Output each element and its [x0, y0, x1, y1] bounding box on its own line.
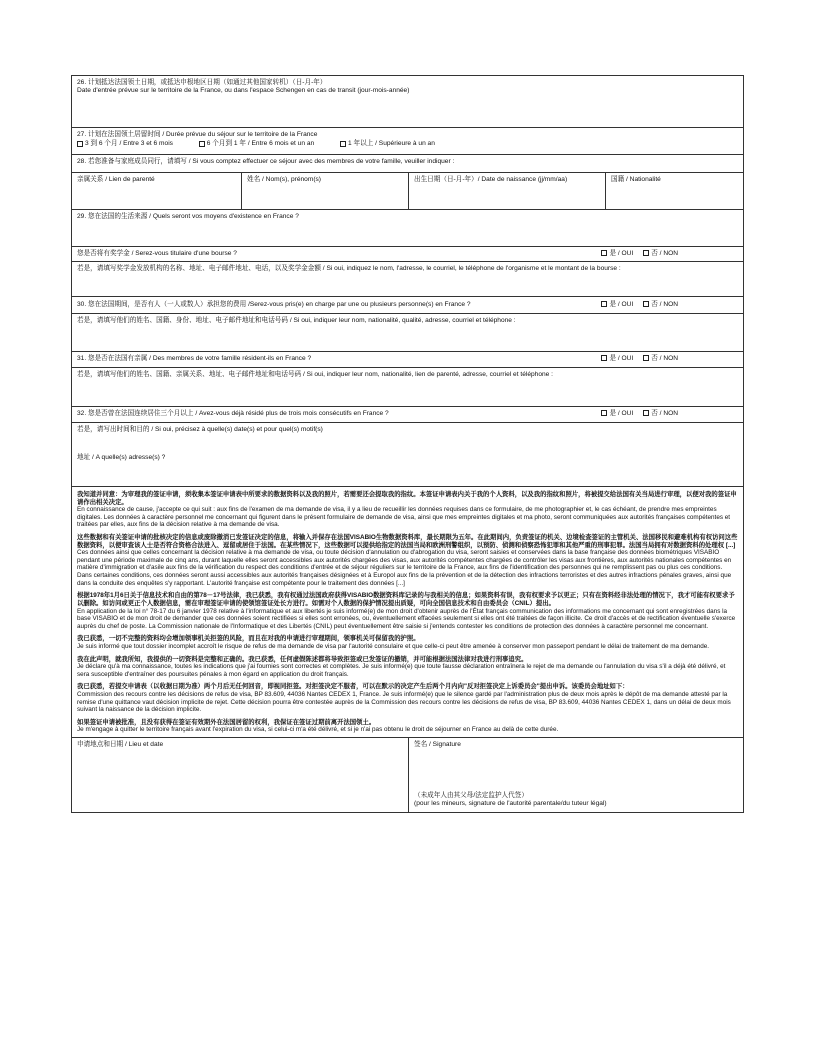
- signature-row: [72, 738, 743, 812]
- q29-scholarship-detail[interactable]: 若是，请填写奖学金发放机构的名称、地址、电子邮件地址、电话，以及奖学金金额 / Si oui, indiquez le nom, l'adresse, le courriel, le téléphone de l'organisme et le montant de la bourse :: [72, 262, 743, 297]
- q30-no[interactable]: 否 / NON: [643, 301, 678, 309]
- q28-col-birthdate[interactable]: 出生日期（日-月-年）/ Date de naissance (jj/mm/aa): [409, 173, 606, 209]
- q28-col-relation[interactable]: 亲属关系 / Lien de parenté: [72, 173, 242, 209]
- declaration-consent: 我知道并同意：为审理我的签证申请，须收集本签证申请表中所要求的数据资料以及我的照片，若需要还会提取我的指纹。本签证申请表内关于我的个人资料，以及我的指纹和照片，将被提交给法国有关当局进行审理，以便对我的签证申请作出相关决定。 En connaissance de cause, j'accepte ce qui suit : aux fins de l'examen de ma demande de visa, il y a lieu de recueillir les données requises dans ce formulaire, de me photographier et, le cas échéant, de prendre mes empreintes digitales. Les données à caractère personnel me concernant qui figurent dans le présent formulaire de demande de visa, ainsi que mes empreintes digitales et ma photo, seront communiquées aux autorités françaises compétentes et traitées par elles, aux fins de la décision relative à ma demande de visa.: [77, 491, 737, 529]
- q32-address-label: 地址 / A quelle(s) adresse(s) ?: [77, 454, 166, 462]
- checkbox[interactable]: [340, 141, 346, 147]
- declaration-block: [72, 487, 743, 738]
- checkbox[interactable]: [643, 250, 649, 256]
- q30-label: 30. 您在法国期间，是否有人（一人或数人）承担您的费用 /Serez-vous pris(e) en charge par une ou plusieurs personne(s) en France ?: [77, 300, 471, 308]
- declaration-incomplete: 我已获悉，一切不完整的资料均会增加领事机关拒签的风险，而且在对我的申请进行审理期间，领事机关可保留我的护照。 Je suis informé que tout dossier incomplet accroît le risque de refus de ma demande de visa par l'autorité consulaire et que celle-ci peut être amenée à conserver mon passeport pendant le délai de traitement de ma demande.: [77, 635, 710, 650]
- q27-option-over-1-year[interactable]: 1 年以上 / Supérieure à un an: [340, 140, 435, 148]
- checkbox[interactable]: [601, 250, 607, 256]
- q31-relatives-detail[interactable]: 若是，请填写他们的姓名、国籍、亲属关系、地址、电子邮件地址和电话号码 / Si oui, indiquer leur nom, nationalité, lien de parenté, adresse, courriel et téléphone :: [72, 368, 743, 407]
- declaration-departure: 如果签证申请被批准，且没有获得在签证有效期外在法国居留的权利，我保证在签证过期前离开法国领土。 Je m'engage à quitter le territoire français avant l'expiration du visa, si celui-ci m'a été délivré, et si je n'ai pas obtenu le droit de séjourner en France au delà de cette durée.: [77, 718, 559, 734]
- q26-arrival-date[interactable]: [72, 76, 743, 128]
- declaration-visabio: 这些数据和有关签证申请的批核决定的信息或废除撤消已发签证决定的信息，将输入并保存在法国VISABIO生物数据资料库，最长期限为五年。在此期间内，负责签证的机关、边境检查签证的主管机关、法国移民和避难机构有权访问这些数据资料，以便审查该人士是否符合资格合法进入、逗留或居住于法国。在某些情况下，这些数据可以提供给指定的法国当局和欧洲刑警组织，以预防、侦测和侦察恐怖犯罪和其他严重的刑事犯罪。法国当局拥有对数据资料的处理权 [...] Ces données ainsi que celles concernant la décision relative à ma demande de visa, ou toute décision d'annulation ou d'abrogation du visa, seront saisies et conservées dans la base française des données biométriques VISABIO pendant une période maximale de cinq ans, durant laquelle elles seront accessibles aux autorités chargées des visas, aux autorités compétentes chargées de contrôler les visas aux frontières, aux autorités nationales compétentes en matière d'immigration et d'asile aux fins de la vérification du respect des conditions d'entrée et de séjour réguliers sur le territoire de la France, aux fins de l'identification des personnes qui ne remplissent pas ou plus ces conditions. Dans certaines conditions, ces données seront aussi accessibles aux autorités françaises désignées et à Europol aux fins de la prévention et de la détection des infractions terroristes et des autres infractions pénales graves, ainsi que dans la conduite des enquêtes s'y rapportant. L'autorité française est compétente pour le traitement des données [...]: [77, 534, 738, 587]
- q28-col-name[interactable]: 姓名 / Nom(s), prénom(s): [242, 173, 409, 209]
- q28-family-members: [72, 155, 743, 173]
- checkbox[interactable]: [601, 355, 607, 361]
- q28-label: 28. 若您准备与家庭成员同行，请填写 / Si vous comptez effectuer ce séjour avec des membres de votre famille, veuiller indiquer :: [77, 158, 455, 165]
- place-date-field[interactable]: 申请地点和日期 / Lieu et date: [72, 738, 409, 812]
- q27-option-3-6-months[interactable]: 3 到 6 个月 / Entre 3 et 6 mois: [77, 140, 173, 148]
- q30-sponsor-detail[interactable]: 若是，请填写他们的姓名、国籍、身份、地址、电子邮件地址和电话号码 / Si oui, indiquer leur nom, nationalité, qualité, adresse, courriel et téléphone :: [72, 314, 743, 352]
- checkbox[interactable]: [77, 141, 83, 147]
- q29-scholarship-label: 您是否将有奖学金 / Serez-vous titulaire d'une bourse ?: [77, 249, 237, 257]
- q31-no[interactable]: 否 / NON: [643, 355, 678, 363]
- q28-col-nationality[interactable]: 国籍 / Nationalité: [611, 176, 661, 183]
- q31-label: 31. 您是否在法国有亲属 / Des membres de votre famille résident-ils en France ?: [77, 355, 312, 363]
- q29-means-of-existence[interactable]: [72, 210, 743, 247]
- q29-yes[interactable]: 是 / OUI: [601, 250, 633, 258]
- q27-label: 27. 计划在法国领土居留时间 / Durée prévue du séjour sur le territoire de la France: [77, 131, 318, 138]
- checkbox[interactable]: [643, 410, 649, 416]
- q30-yes[interactable]: 是 / OUI: [601, 301, 633, 309]
- q32-label: 32. 您是否曾在法国连续居住三个月以上 / Avez-vous déjà résidé plus de trois mois consécutifs en France ?: [77, 410, 389, 418]
- q31-yes[interactable]: 是 / OUI: [601, 355, 633, 363]
- q26-label-zh: 26. 计划抵达法国领土日期，或抵达申根地区日期（如通过其他国家转机）（日-月-年）: [77, 79, 327, 86]
- q29-label: 29. 您在法国的生活来源 / Quels seront vos moyens d'existence en France ?: [77, 213, 299, 220]
- q30-sponsor: [72, 297, 743, 314]
- declaration-cnil: 根据1978年1月6日关于信息技术和自由的第78－17号法律，我已获悉，我有权通过法国政府获得VISABIO数据资料库记录的与我相关的信息；如果资料有误，我有权要求予以更正；只有在资料经非法处理的情况下，我才可能有权要求予以删除。如访问或更正个人数据信息，需在审理签证申请的使领馆签证处长方进行。如需对个人数据的保护情况提出质疑，可向全国信息技术和自由委员会（CNIL）提出。 En application de la loi n° 78-17 du 6 janvier 1978 relative à l'informatique et aux libertés je suis informé(e) de mon droit d'obtenir auprès de l'État français communication des informations me concernant qui sont enregistrées dans la base VISABIO et de mon droit de demander que ces données soient rectifiées si elles sont erronées, ou, éventuellement effacées seulement si elles ont été traitées de façon illicite. Ce droit d'accès et de rectification éventuelle s'exerce auprès du chef de poste. La Commission nationale de l'Informatique et des Libertés (CNIL) peut éventuellement être saisie si j'entends contester les conditions de protection des données à caractère personnel me concernant.: [77, 592, 736, 630]
- q32-previous-stay-detail[interactable]: 若是，请写出时间和目的 / Si oui, précisez à quelle(s) date(s) et pour quel(s) motif(s) 地址 / A quelle(s) adresse(s) ?: [72, 423, 743, 487]
- checkbox[interactable]: [643, 301, 649, 307]
- checkbox[interactable]: [601, 410, 607, 416]
- visa-form-page-2: [71, 75, 744, 813]
- declaration-appeal: 我已获悉，若提交申请表（以收据日期为准）两个月后无任何回音，即视同拒签。对拒签决定不服者，可以在默示的决定产生后两个月内向"反对拒签决定上诉委员会"提出申诉。该委员会地址如下： Commission des recours contre les décisions de refus de visa, BP 83.609, 44036 Nantes CEDEX 1, France. Je suis informé(e) que le silence gardé par l'administration plus de deux mois après le dépôt de ma demande attesté par la remise d'une quittance vaut décision implicite de rejet. Cette décision pourra être contestée auprès de la Commission des recours contre les décisions de refus de visa, BP 83.609, 44036 Nantes CEDEX 1, dans un délai de deux mois suivant la naissance de la décision implicite.: [77, 683, 731, 714]
- minor-signature-note: （未成年人由其父母/法定监护人代签） (pour les mineurs, signature de l'autorité parentale/du tuteur légal): [414, 791, 607, 807]
- checkbox[interactable]: [601, 301, 607, 307]
- q27-stay-duration: [72, 128, 743, 155]
- q26-label-fr: Date d'entrée prévue sur le territoire de la France, ou dans l'espace Schengen en cas de transit (jour-mois-année): [77, 87, 410, 95]
- declaration-truthfulness: 我在此声明，就我所知，我提供的一切资料是完整和正确的。我已获悉，任何虚假陈述都将导致拒签或已发签证的撤销，并可能根据法国法律对我进行刑事追究。 Je déclare qu'à ma connaissance, toutes les indications que j'ai fournies sont correctes et complètes. Je suis informé(e) que toute fausse déclaration entraînera le rejet de ma demande ou l'annulation du visa s'il a déjà été délivré, et sera susceptible d'entraîner des poursuites pénales à mon égard en application du droit français.: [77, 655, 726, 678]
- checkbox[interactable]: [643, 355, 649, 361]
- q27-option-6-12-months[interactable]: 6 个月到 1 年 / Entre 6 mois et un an: [199, 140, 314, 148]
- q29-scholarship: [72, 247, 743, 262]
- q32-yes[interactable]: 是 / OUI: [601, 410, 633, 418]
- checkbox[interactable]: [199, 141, 205, 147]
- signature-field[interactable]: 签名 / Signature （未成年人由其父母/法定监护人代签） (pour les mineurs, signature de l'autorité parentale/du tuteur légal): [414, 741, 607, 807]
- q29-no[interactable]: 否 / NON: [643, 250, 678, 258]
- q32-no[interactable]: 否 / NON: [643, 410, 678, 418]
- q31-relatives: [72, 352, 743, 368]
- q28-family-table: [72, 173, 743, 210]
- q32-previous-stay: [72, 407, 743, 423]
